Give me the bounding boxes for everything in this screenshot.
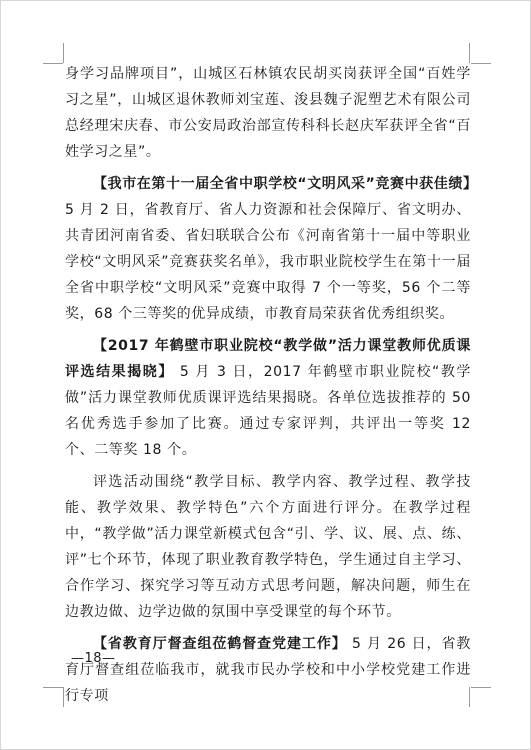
- crop-mark-bottom-left-horizontal: [43, 687, 63, 688]
- paragraph-text: 评选活动围绕“教学目标、教学内容、教学过程、教学技能、教学效果、教学特色”六个方面进行评分。在教学过程中，“教学做”活力课堂新模式包含“引、学、议、展、点、练、评”七个环节，体现了职业教育教学特色，学生通过自主学习、合作学习、探究学习等互动方式思考问题，解决问题，师生在边教边做、边学边做的氛围中享受课堂的每个环节。: [65, 474, 471, 620]
- paragraph-civility-contest: [65, 171, 478, 327]
- paragraph-text: 5 月 2 日，省教育厅、省人力资源和社会保障厅、省文明办、共青团河南省委、省妇联联合公布《河南省第十一届中等职业学校“文明风采”竞赛获奖名单》，我市职业院校学生在第十一届全省中职学校“文明风采”竞赛中取得 7 个一等奖，56 个二等奖，68 个三等奖的优异成绩，市教育局荣获省优秀组织奖。: [65, 202, 471, 322]
- body-text: [65, 61, 478, 709]
- crop-mark-top-right-vertical: [469, 43, 470, 63]
- news-heading: 【我市在第十一届全省中职学校“文明风采”竞赛中获佳绩】: [93, 176, 478, 192]
- crop-mark-top-left-horizontal: [43, 63, 63, 64]
- page-number: —18—: [71, 651, 116, 666]
- crop-mark-top-right-horizontal: [471, 63, 491, 64]
- crop-mark-top-left-vertical: [63, 43, 64, 63]
- news-heading: 【2017 年鹤壁市职业院校“教学做”活力课堂教师优质课评选结果揭晓】: [65, 338, 471, 380]
- paragraph-evaluation: [65, 469, 471, 625]
- paragraph-text: 5 月 3 日，2017 年鹤壁市职业院校“教学做”活力课堂教师优质课评选结果揭晓。各单位选拔推荐的 50 名优秀选手参加了比赛。通过专家评判，共评出一等奖 12 个、二等奖 18 个。: [65, 364, 472, 458]
- crop-mark-bottom-left-vertical: [63, 687, 64, 707]
- paragraph-continued: [65, 61, 471, 165]
- paragraph-text: 身学习品牌项目”，山城区石林镇农民胡买岗获评全国“百姓学习之星”，山城区退休教师刘宝莲、浚县魏子泥塑艺术有限公司总经理宋庆春、市公安局政治部宣传科科长赵庆军获评全省“百姓学习之星”。: [65, 66, 471, 160]
- paragraph-text: 5 月 26 日，省教育厅督查组莅临我市，就我市民办学校和中小学校党建工作进行专项: [65, 636, 471, 704]
- crop-mark-bottom-right-horizontal: [471, 687, 491, 688]
- news-heading: 【省教育厅督查组莅鹤督查党建工作】: [93, 636, 347, 652]
- paragraph-party-inspection: [65, 631, 471, 709]
- paragraph-teaching-competition: [65, 333, 471, 463]
